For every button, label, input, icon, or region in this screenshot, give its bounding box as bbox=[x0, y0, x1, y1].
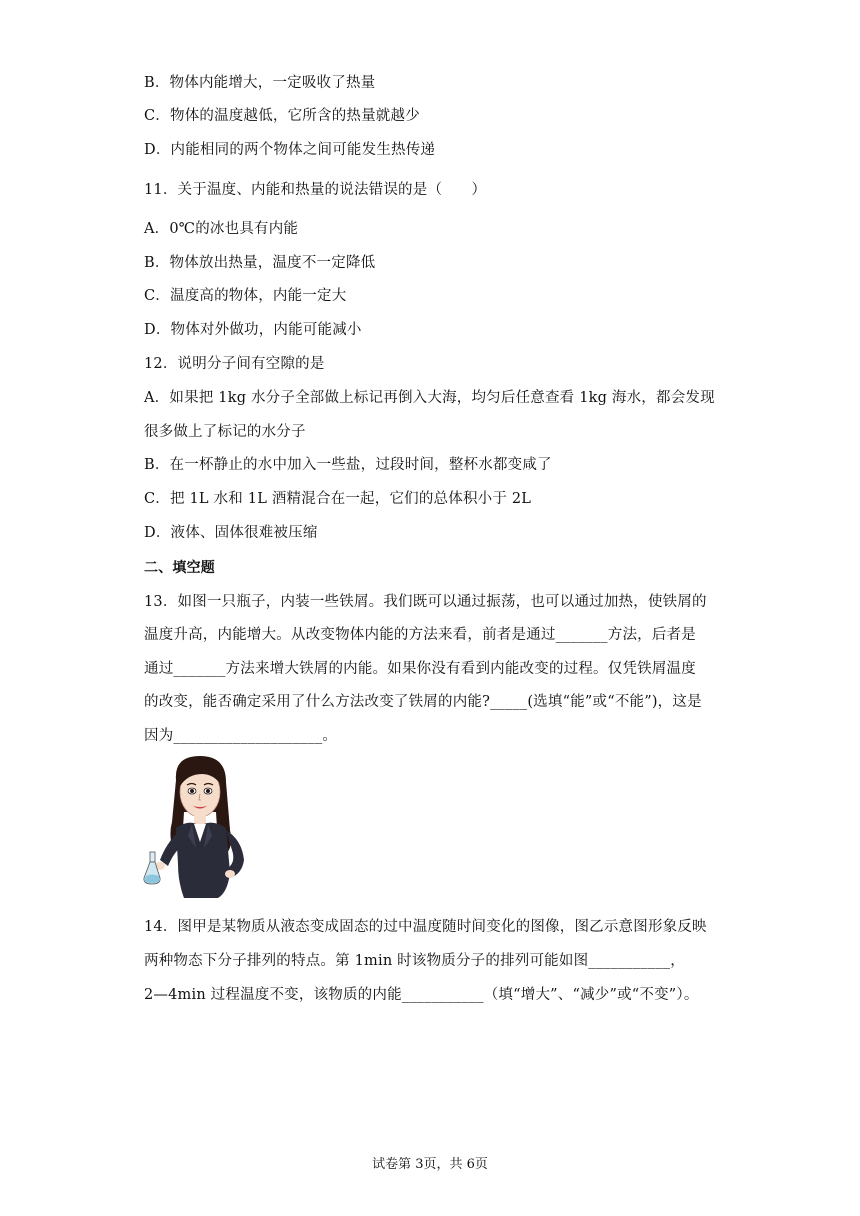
q11-option-c: C．温度高的物体，内能一定大 bbox=[144, 288, 347, 304]
q12-option-a-cont: 很多做上了标记的水分子 bbox=[144, 424, 306, 440]
q13-line-4: 的改变，能否确定采用了什么方法改变了铁屑的内能?_____(选填“能”或“不能”)，这是 bbox=[144, 694, 702, 710]
q11-option-d: D．物体对外做功，内能可能减小 bbox=[144, 322, 362, 338]
q10-option-d: D．内能相同的两个物体之间可能发生热传递 bbox=[144, 142, 436, 158]
section-title-fill-blank: 二、填空题 bbox=[144, 560, 215, 576]
page-footer: 试卷第 3页，共 6页 bbox=[372, 1157, 488, 1172]
q13-line-5: 因为____________________。 bbox=[144, 728, 338, 744]
cartoon-woman-with-flask-image bbox=[138, 752, 256, 900]
q12-stem: 12．说明分子间有空隙的是 bbox=[144, 356, 325, 372]
q11-stem: 11．关于温度、内能和热量的说法错误的是（ ） bbox=[144, 182, 487, 198]
q11-option-b: B．物体放出热量，温度不一定降低 bbox=[144, 255, 376, 271]
q12-option-c: C．把 1L 水和 1L 酒精混合在一起，它们的总体积小于 2L bbox=[144, 491, 532, 507]
q12-option-a: A．如果把 1kg 水分子全部做上标记再倒入大海，均匀后任意查看 1kg 海水，都会发现 bbox=[144, 390, 715, 406]
q10-option-c: C．物体的温度越低，它所含的热量就越少 bbox=[144, 108, 420, 124]
q13-line-3: 通过_______方法来增大铁屑的内能。如果你没有看到内能改变的过程。仅凭铁屑温度 bbox=[144, 661, 696, 677]
q10-option-b: B．物体内能增大，一定吸收了热量 bbox=[144, 75, 376, 91]
q11-option-a: A．0℃的冰也具有内能 bbox=[144, 221, 299, 237]
q13-line-2: 温度升高，内能增大。从改变物体内能的方法来看，前者是通过_______方法，后者是 bbox=[144, 627, 696, 643]
q12-option-b: B．在一杯静止的水中加入一些盐，过段时间，整杯水都变咸了 bbox=[144, 457, 552, 473]
q14-line-1: 14．图甲是某物质从液态变成固态的过中温度随时间变化的图像，图乙示意图形象反映 bbox=[144, 919, 707, 935]
q14-line-3: 2—4min 过程温度不变，该物质的内能___________（填“增大”、“减少”或“不变”）。 bbox=[144, 987, 699, 1003]
q13-line-1: 13．如图一只瓶子，内装一些铁屑。我们既可以通过振荡，也可以通过加热，使铁屑的 bbox=[144, 594, 707, 610]
q14-line-2: 两种物态下分子排列的特点。第 1min 时该物质分子的排列可能如图___________， bbox=[144, 953, 685, 969]
q12-option-d: D．液体、固体很难被压缩 bbox=[144, 525, 318, 541]
